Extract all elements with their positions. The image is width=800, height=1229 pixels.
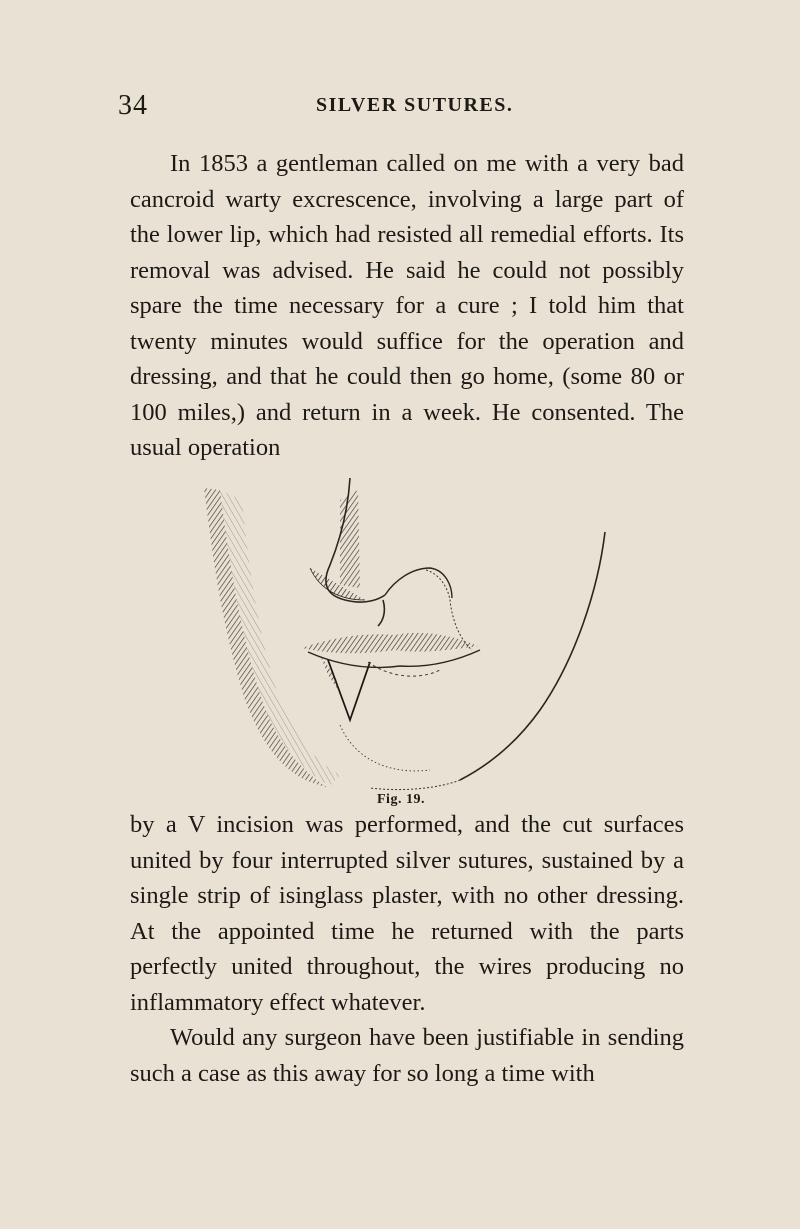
paragraph-2: by a V incision was performed, and the cut surfaces united by four interrupted silver sutures, sustained by a single strip of isinglass plaster, with no other dressing. At the appointed time he returned with the parts perfectly united throughout, the wires producing no inflammatory effect whatever. bbox=[130, 811, 684, 1016]
paragraph-3: Would any surgeon have been justifiable in sending such a case as this away for so long a time with bbox=[130, 1024, 684, 1087]
running-head: SILVER SUTURES. bbox=[316, 94, 514, 116]
figure-illustration bbox=[190, 470, 620, 795]
page-number: 34 bbox=[118, 90, 148, 121]
paragraph-1: In 1853 a gentleman called on me with a very bad cancroid warty excrescence, involving a large part of the lower lip, which had resisted all remedial efforts. Its removal was advised. He said he could not possibly spare the time necessary for a cure ; I told him that twenty minutes would suffice for the operation and dressing, and that he could then go home, (some 80 or 100 miles,) and return in a week. He consented. The usual operation bbox=[130, 150, 684, 461]
figure-caption: Fig. 19. bbox=[377, 792, 425, 807]
